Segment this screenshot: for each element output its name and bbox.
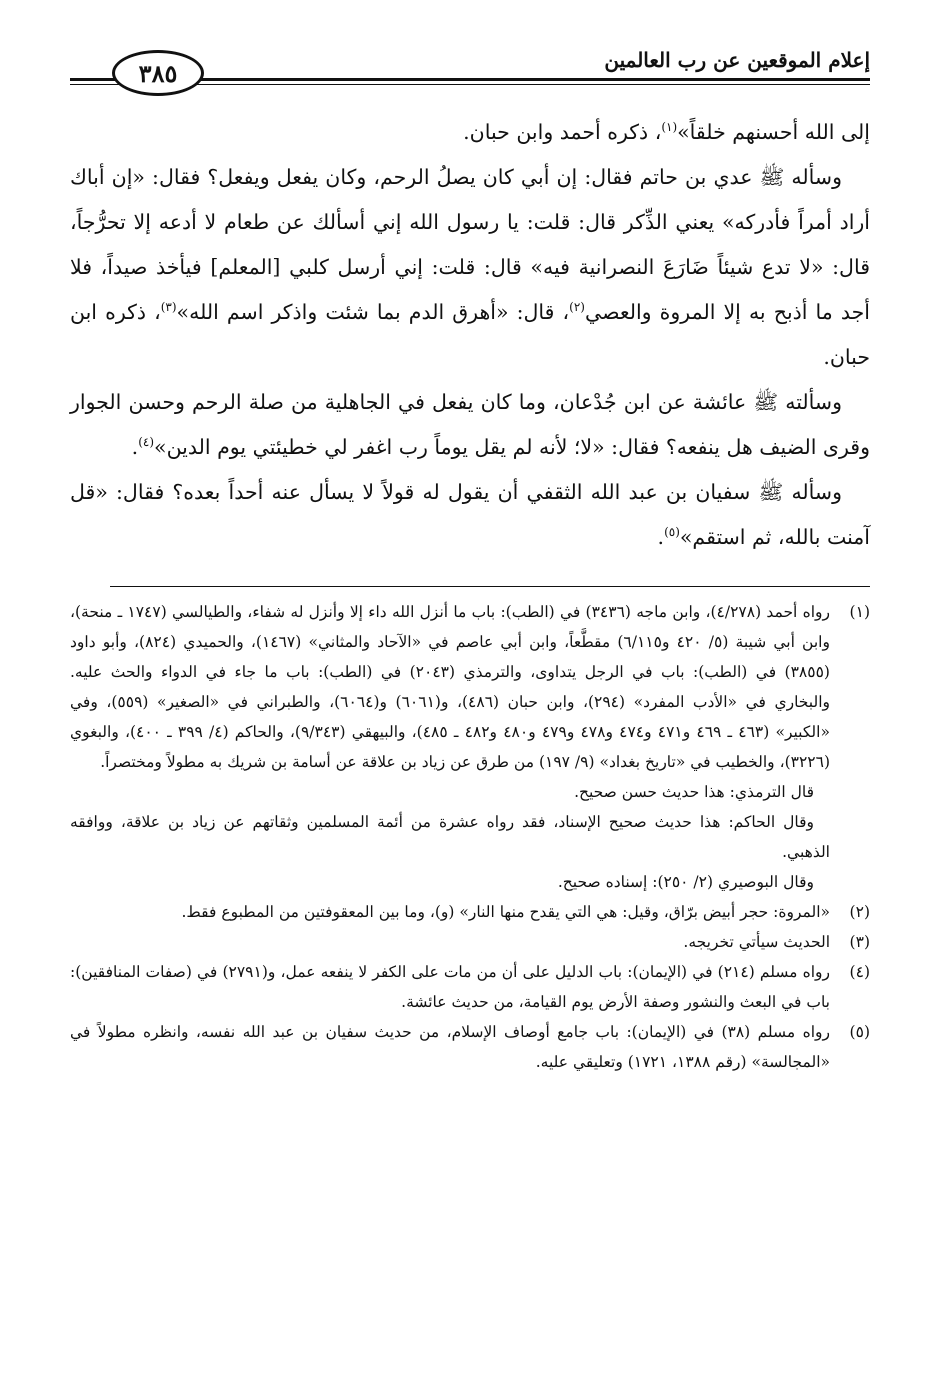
footnote-number: (١) (849, 603, 870, 621)
footnote-marker[interactable]: (١) (661, 120, 678, 135)
body-text: وسأله ﷺ عدي بن حاتم فقال: إن أبي كان يصلُ الرحم، وكان يفعل ويفعل؟ فقال: «إن أباك أراد أمراً فأدركه» يعني الذِّكر قال: قلت: يا رسول الله إني أسألك عن طعام لا أدعه إلا تحرُّجاً، قال: «لا تدع شيئاً ضَارَعَ النصرانية فيه» قال: قلت: إني أرسل كلبي [المعلم] فيأخذ صيداً، فلا أجد ما أذبح به إلا المروة والعصي (70, 165, 870, 324)
body-text: إلى الله أحسنهم خلقاً» (677, 120, 870, 144)
footnote-number: (٢) (849, 903, 870, 921)
footnote-marker[interactable]: (٤) (138, 435, 155, 450)
footnote-body (70, 927, 830, 957)
body-paragraph (70, 155, 870, 380)
footnote-body (70, 897, 830, 927)
footnote-text: رواه أحمد (٤/٢٧٨)، وابن ماجه (٣٤٣٦) في (الطب): باب ما أنزل الله داء إلا وأنزل له شفاء، والطيالسي (١٧٤٧ ـ منحة)، وابن أبي شيبة (٥/ ٤٢٠ و٦/١١٥) مقطَّعاً، وابن أبي عاصم في «الآحاد والمثاني» (١٤٦٧)، والحميدي (٨٢٤)، وأبو داود (٣٨٥٥) في (الطب): باب في الرجل يتداوى، والترمذي (٢٠٤٣) في (الطب): باب ما جاء في الدواء والحث عليه. والبخاري في «الأدب المفرد» (٢٩٤)، وابن حبان (٤٨٦)، و(٦٠٦١) و(٦٠٦٤)، والطبراني في «الصغير» (٥٥٩)، وفي «الكبير» (٤٦٣ ـ ٤٦٩ و٤٧١ و٤٧٤ و٤٧٨ و٤٧٩ و٤٨٠ و٤٨٢ ـ ٤٨٥)، والبيهقي (٩/٣٤٣)، والحاكم (٤/ ٣٩٩ ـ ٤٠٠)، والبغوي (٣٢٢٦)، والخطيب في «تاريخ بغداد» (٩/ ١٩٧) من طرق عن زياد بن علاقة عن أسامة بن شريك به مطولاً ومختصراً. (70, 603, 830, 771)
footnote-text: رواه مسلم (٣٨) في (الإيمان): باب جامع أوصاف الإسلام، من حديث سفيان بن عبد الله نفسه، وانظره مطولاً في «المجالسة» (رقم ١٣٨٨، ١٧٢١) وتعليقي عليه. (70, 1023, 830, 1071)
body-text: ، قال: «أهرق الدم بما شئت واذكر اسم الله» (176, 300, 570, 324)
footnote-item (70, 1017, 870, 1077)
page-header (70, 36, 870, 92)
page-number: ٣٨٥ (138, 58, 178, 88)
footnote-text: وقال البوصيري (٢/ ٢٥٠): إسناده صحيح. (557, 873, 814, 891)
body-paragraph (70, 470, 870, 560)
body-paragraph (70, 110, 870, 155)
footnote-body (70, 957, 830, 1017)
footnote-number: (٤) (849, 963, 870, 981)
body-paragraph (70, 380, 870, 470)
footnote-marker[interactable]: (٥) (664, 525, 680, 540)
footnote-marker[interactable]: (٣) (160, 300, 177, 315)
footnote-text: «المروة: حجر أبيض برّاق، وقيل: هي التي يقدح منها النار» (و)، وما بين المعقوفتين من المطبوع فقط. (181, 903, 830, 921)
body-text: وسألته ﷺ عائشة عن ابن جُدْعان، وما كان يفعل في الجاهلية من صلة الرحم وحسن الجوار وقرى الضيف هل ينفعه؟ فقال: «لا؛ لأنه لم يقل يوماً رب اغفر لي خطيئتي يوم الدين» (70, 390, 870, 459)
body-text: . (131, 435, 139, 459)
footnote-text: رواه مسلم (٢١٤) في (الإيمان): باب الدليل على أن من مات على الكفر لا ينفعه عمل، و(٢٧٩١) في (صفات المنافقين): باب في البعث والنشور وصفة الأرض يوم القيامة، من حديث عائشة. (70, 963, 830, 1011)
footnote-body (70, 597, 830, 897)
footnote-item (70, 957, 870, 1017)
page-number-oval (112, 50, 204, 96)
footnote-item (70, 597, 870, 897)
body-text: وسأله ﷺ سفيان بن عبد الله الثقفي أن يقول له قولاً لا يسأل عنه أحداً بعده؟ فقال: «قل آمنت بالله، ثم استقم» (70, 480, 870, 549)
footnote-number: (٣) (849, 933, 870, 951)
footnote-marker[interactable]: (٢) (569, 300, 585, 315)
footnote-text: الحديث سيأتي تخريجه. (683, 933, 830, 951)
book-page (70, 36, 870, 1356)
footnote-item (70, 897, 870, 927)
body-text: ، ذكره ابن حبان. (70, 300, 870, 369)
body-text: ، ذكره أحمد وابن حبان. (463, 120, 662, 144)
footnotes (70, 597, 870, 1077)
footnote-text: وقال الحاكم: هذا حديث صحيح الإسناد، فقد رواه عشرة من أئمة المسلمين وثقاتهم عن زياد بن علاقة، ووافقه الذهبي. (70, 813, 830, 861)
body-text: . (657, 525, 665, 549)
footnote-text: قال الترمذي: هذا حديث حسن صحيح. (574, 783, 814, 801)
footnote-item (70, 927, 870, 957)
footnote-divider (110, 586, 870, 587)
main-text (70, 110, 870, 560)
footnote-body (70, 1017, 830, 1077)
running-title: إعلام الموقعين عن رب العالمين (604, 48, 870, 72)
footnote-number: (٥) (849, 1023, 870, 1041)
